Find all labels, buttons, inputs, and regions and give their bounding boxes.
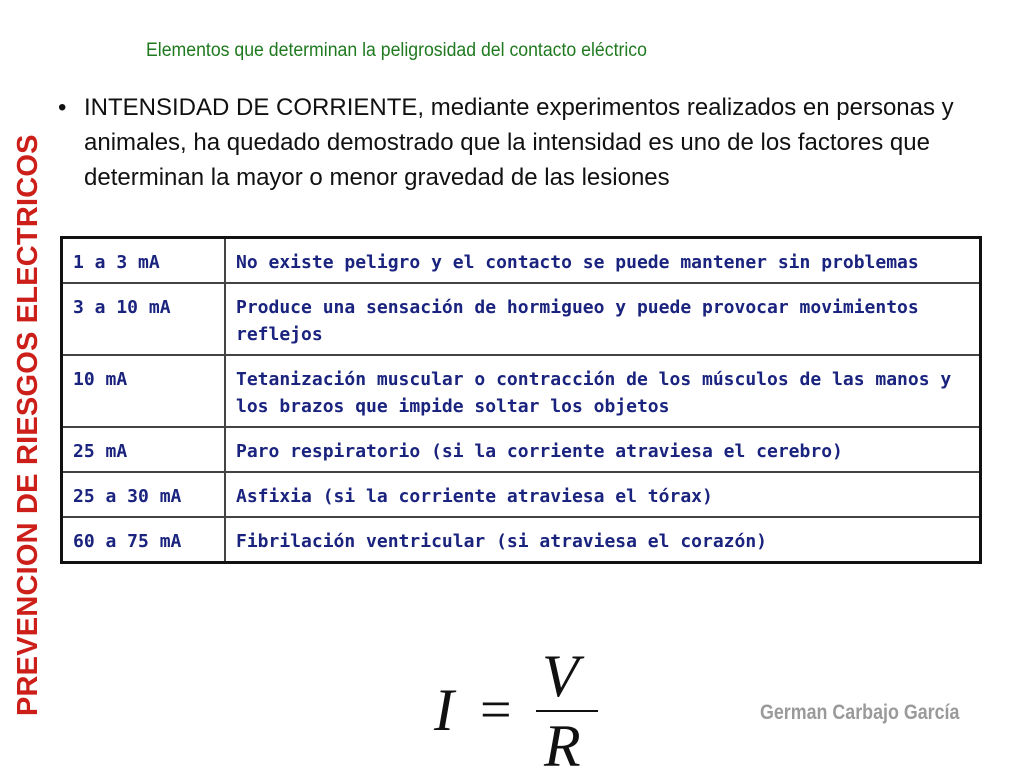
effect-cell: Asfixia (si la corriente atraviesa el tórax) — [225, 472, 981, 517]
table-row — [62, 517, 981, 563]
table-row — [62, 238, 981, 284]
current-range-cell: 10 mA — [62, 355, 226, 427]
formula-equals-sign: = — [480, 679, 512, 741]
table-row — [62, 427, 981, 472]
bullet-paragraph — [58, 90, 988, 195]
effect-cell: Fibrilación ventricular (si atraviesa el corazón) — [225, 517, 981, 563]
bullet-dot-icon: • — [58, 94, 67, 121]
table-row — [62, 355, 981, 427]
bullet-text: INTENSIDAD DE CORRIENTE, mediante experimentos realizados en personas y animales, ha quedado demostrado que la intensidad es uno de los factores que determinan la mayor o menor gravedad de las lesiones — [84, 94, 954, 191]
current-range-cell: 25 a 30 mA — [62, 472, 226, 517]
effect-cell: No existe peligro y el contacto se puede mantener sin problemas — [225, 238, 981, 284]
ohms-law-formula — [428, 643, 618, 779]
effect-cell: Tetanización muscular o contracción de los músculos de las manos y los brazos que impide soltar los objetos — [225, 355, 981, 427]
author-credit: German Carbajo García — [760, 701, 960, 724]
sidebar-vertical-title: PREVENCION DE RIESGOS ELECTRICOS — [12, 134, 44, 716]
slide-title: Elementos que determinan la peligrosidad del contacto eléctrico — [146, 40, 647, 61]
table-row — [62, 283, 981, 355]
current-range-cell: 25 mA — [62, 427, 226, 472]
table-row — [62, 472, 981, 517]
formula-resistance-symbol: R — [544, 713, 581, 779]
effect-cell: Paro respiratorio (si la corriente atraviesa el cerebro) — [225, 427, 981, 472]
current-range-cell: 3 a 10 mA — [62, 283, 226, 355]
effect-cell: Produce una sensación de hormigueo y puede provocar movimientos reflejos — [225, 283, 981, 355]
current-range-cell: 1 a 3 mA — [62, 238, 226, 284]
formula-current-symbol: I — [434, 677, 454, 743]
formula-voltage-symbol: V — [542, 643, 579, 709]
current-range-cell: 60 a 75 mA — [62, 517, 226, 563]
current-effects-table — [60, 236, 982, 564]
